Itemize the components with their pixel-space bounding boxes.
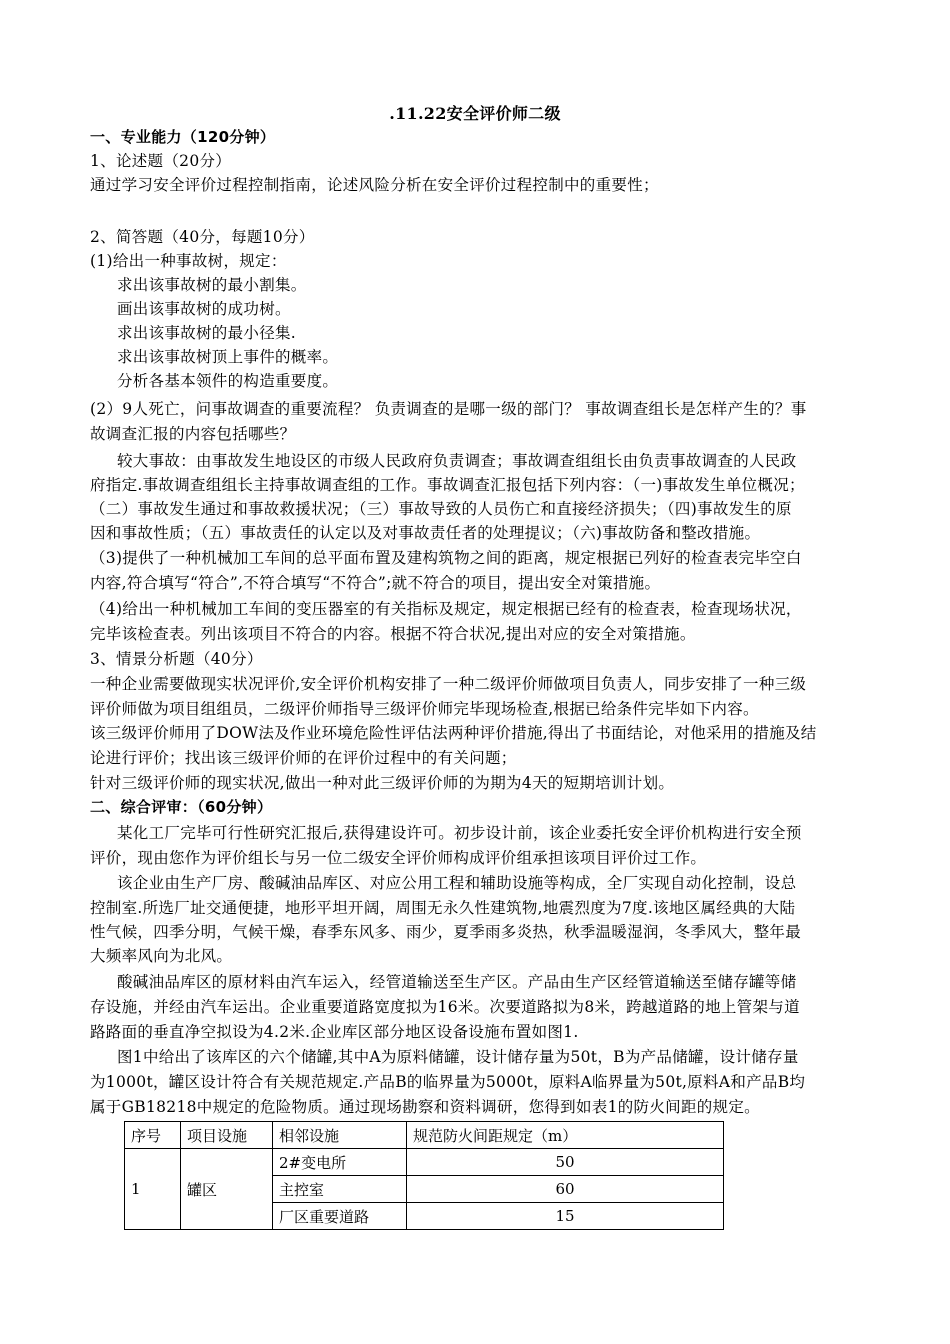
paragraph-line: 为1000t，罐区设计符合有关规范规定.产品B的临界量为5000t，原料A临界量为50t,原料A和产品B均	[90, 1073, 806, 1091]
paragraph-line: （4)给出一种机械加工车间的变压器室的有关指标及规定，规定根据已经有的检查表，检查现场状况，	[90, 600, 802, 618]
question-heading: 3、情景分析题（40分）	[90, 650, 263, 668]
paragraph-line: 该企业由生产厂房、酸碱油品库区、对应公用工程和辅助设施等构成，全厂实现自动化控制，设总	[117, 874, 797, 892]
table-header-cell: 项目设施	[181, 1122, 273, 1149]
list-item: 画出该事故树的成功树。	[117, 300, 291, 318]
paragraph-line: 存设施，并经由汽车运出。企业重要道路宽度拟为16米。次要道路拟为8米，跨越道路的地上管架与道	[90, 998, 800, 1016]
paragraph-line: (1)给出一种事故树，规定：	[90, 252, 287, 270]
paragraph-line: 该三级评价师用了DOW法及作业环境危险性评估法两种评价措施,得出了书面结论，对他采用的措施及结	[90, 724, 817, 742]
paragraph-line: 控制室.所选厂址交通便捷，地形平坦开阔，周围无永久性建筑物,地震烈度为7度.该地区属经典的大陆	[90, 899, 796, 917]
list-item: 分析各基本领件的构造重要度。	[117, 372, 339, 390]
list-item: 求出该事故树的最小径集.	[117, 324, 297, 342]
table-cell-neighbor: 主控室	[273, 1176, 407, 1203]
table-cell-neighbor: 厂区重要道路	[273, 1203, 407, 1230]
table-cell-distance: 60	[407, 1176, 724, 1203]
table-cell-neighbor: 2#变电所	[273, 1149, 407, 1176]
paragraph-line: 路路面的垂直净空拟设为4.2米.企业库区部分地区设备设施布置如图1.	[90, 1023, 579, 1041]
paragraph-line: 酸碱油品库区的原材料由汽车运入，经管道输送至生产区。产品由生产区经管道输送至储存罐等储	[117, 973, 797, 991]
paragraph-line: 针对三级评价师的现实状况,做出一种对此三级评价师的为期为4天的短期培训计划。	[90, 774, 675, 792]
table-cell-distance: 50	[407, 1149, 724, 1176]
table-cell-number: 1	[125, 1149, 181, 1230]
paragraph-line: 性气候，四季分明，气候干燥，春季东风多、雨少，夏季雨多炎热，秋季温暖湿润，冬季风大，整年最	[90, 923, 802, 941]
section-heading: 二、综合评审：（60分钟）	[90, 798, 273, 816]
paragraph-line: 评价，现由您作为评价组长与另一位二级安全评价师构成评价组承担该项目评价过工作。	[90, 849, 707, 867]
paragraph-line: 故调查汇报的内容包括哪些？	[90, 425, 296, 443]
paragraph-line: (2）9人死亡，问事故调查的重要流程？ 负责调查的是哪一级的部门？ 事故调查组长是怎样产生的？事	[90, 400, 807, 418]
paragraph-line: 完毕该检查表。列出该项目不符合的内容。根据不符合状况,提出对应的安全对策措施。	[90, 625, 696, 643]
paragraph-line: 较大事故：由事故发生地设区的市级人民政府负责调查；事故调查组组长由负责事故调查的人民政	[117, 452, 797, 470]
paragraph-line: 图1中给出了该库区的六个储罐,其中A为原料储罐，设计储存量为50t，B为产品储罐，设计储存量	[117, 1048, 799, 1066]
paragraph-line: （二）事故发生通过和事故救援状况；（三）事故导致的人员伤亡和直接经济损失；（四)事故发生的原	[90, 500, 792, 518]
table-header-cell: 序号	[125, 1122, 181, 1149]
paragraph-line: 通过学习安全评价过程控制指南，论述风险分析在安全评价过程控制中的重要性；	[90, 176, 659, 194]
paragraph-line: 府指定.事故调查组组长主持事故调查组的工作。事故调查汇报包括下列内容：（一)事故发生单位概况；	[90, 476, 805, 494]
paragraph-line: 某化工厂完毕可行性研究汇报后,获得建设许可。初步设计前，该企业委托安全评价机构进行安全预	[117, 824, 802, 842]
fire-distance-table	[124, 1121, 724, 1230]
question-heading: 1、论述题（20分）	[90, 152, 232, 170]
table-cell-facility: 罐区	[181, 1149, 273, 1230]
paragraph-line: （3)提供了一种机械加工车间的总平面布置及建构筑物之间的距离，规定根据已列好的检查表完毕空白	[90, 549, 802, 567]
paragraph-line: 属于GB18218中规定的危险物质。通过现场勘察和资料调研，您得到如表1的防火间距的规定。	[90, 1098, 760, 1116]
paragraph-line: 论进行评价；找出该三级评价师的在评价过程中的有关问题；	[90, 749, 517, 767]
question-heading: 2、简答题（40分，每题10分）	[90, 228, 315, 246]
section-heading: 一、专业能力（120分钟）	[90, 128, 276, 146]
list-item: 求出该事故树的最小割集。	[117, 276, 307, 294]
table-header-row	[125, 1122, 724, 1149]
table-header-cell: 规范防火间距规定（m）	[407, 1122, 724, 1149]
table-header-cell: 相邻设施	[273, 1122, 407, 1149]
page-title: .11.22安全评价师二级	[389, 104, 561, 123]
table-row	[125, 1149, 724, 1176]
table-cell-distance: 15	[407, 1203, 724, 1230]
paragraph-line: 内容,符合填写“符合”,不符合填写“不符合”;就不符合的项目，提出安全对策措施。	[90, 574, 661, 592]
paragraph-line: 一种企业需要做现实状况评价,安全评价机构安排了一种二级评价师做项目负责人，同步安排了一种三级	[90, 675, 807, 693]
paragraph-line: 因和事故性质；（五）事故责任的认定以及对事故责任者的处理提议；（六)事故防备和整改措施。	[90, 524, 761, 542]
list-item: 求出该事故树顶上事件的概率。	[117, 348, 339, 366]
paragraph-line: 大频率风向为北风。	[90, 947, 233, 965]
paragraph-line: 评价师做为项目组组员，二级评价师指导三级评价师完毕现场检查,根据已给条件完毕如下内容。	[90, 700, 759, 718]
